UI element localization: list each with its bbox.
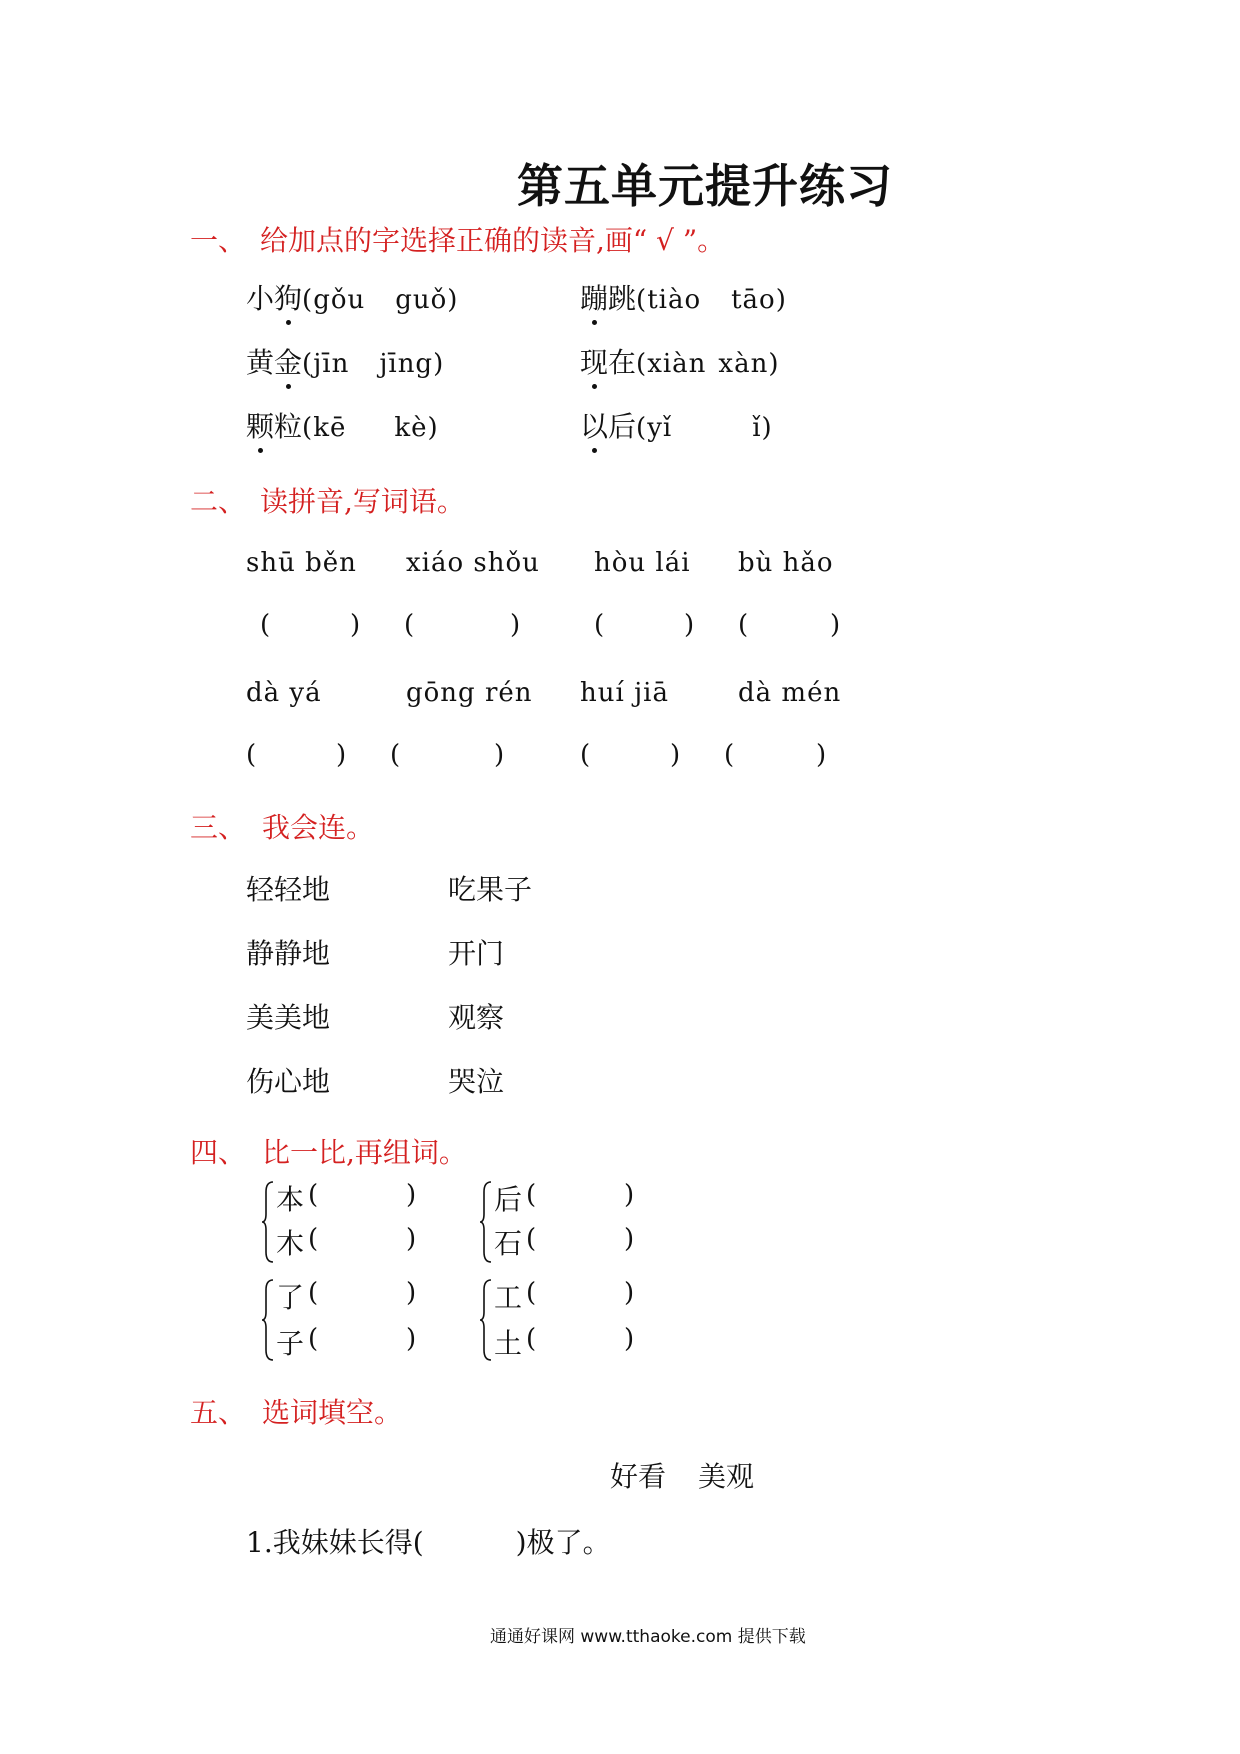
q5-word-option: 美观 <box>698 1460 755 1493</box>
q4-close: ) <box>624 1180 635 1210</box>
q1-option-2[interactable]: xàn <box>718 349 769 379</box>
q2-pinyin: huí jiā <box>580 678 669 708</box>
q1-option-2[interactable]: ǐ <box>752 413 762 443</box>
q4-close: ) <box>406 1180 417 1210</box>
q1-word-post: 后 <box>608 410 637 443</box>
q1-word-post: 跳 <box>608 282 637 315</box>
q2-answer-open: ( <box>246 740 257 770</box>
q1-option-2[interactable]: guǒ <box>395 285 448 315</box>
q2-answer-close: ) <box>494 740 505 770</box>
q1-item: 小狗(gǒu guǒ) <box>246 277 458 317</box>
q2-pinyin: dà mén <box>738 678 842 708</box>
section-3-heading: 我会连。 <box>262 811 375 844</box>
section-4-number: 四、 <box>190 1136 247 1169</box>
q2-answer-open: ( <box>390 740 401 770</box>
page-title: 第五单元提升练习 <box>517 159 893 213</box>
q2-answer-close: ) <box>350 610 361 640</box>
q3-left-item[interactable]: 静静地 <box>246 937 331 970</box>
q2-answer-open: ( <box>260 610 271 640</box>
q4-char: 本 <box>276 1183 305 1216</box>
q3-right-item[interactable]: 观察 <box>448 1001 505 1034</box>
q4-open: ( <box>526 1278 537 1308</box>
q4-close: ) <box>406 1224 417 1254</box>
q1-option-2[interactable]: jīng <box>379 349 434 379</box>
q2-answer-close: ) <box>670 740 681 770</box>
q4-char: 石 <box>494 1227 523 1260</box>
q2-pinyin: xiáo shǒu <box>406 548 540 578</box>
q1-option-1[interactable]: tiào <box>647 285 702 315</box>
q2-answer-open: ( <box>738 610 749 640</box>
q2-pinyin: shū běn <box>246 548 357 578</box>
q4-open: ( <box>526 1324 537 1354</box>
section-1-number: 一、 <box>190 224 247 257</box>
brace-icon <box>480 1278 492 1362</box>
q4-open: ( <box>526 1180 537 1210</box>
q5-sentence-number: 1. <box>246 1526 273 1559</box>
section-5-number: 五、 <box>190 1396 247 1429</box>
q4-open: ( <box>526 1224 537 1254</box>
q1-word-pre: 小 <box>246 282 275 315</box>
section-4-heading: 比一比,再组词。 <box>262 1136 467 1169</box>
q3-right-item[interactable]: 吃果子 <box>448 873 533 906</box>
q3-right-item[interactable]: 开门 <box>448 937 505 970</box>
q4-char: 工 <box>494 1281 523 1314</box>
q1-item: 颗粒(kē kè) <box>246 405 439 445</box>
section-5-heading: 选词填空。 <box>262 1396 403 1429</box>
q2-answer-close: ) <box>684 610 695 640</box>
q2-answer-open: ( <box>724 740 735 770</box>
q1-item: 黄金(jīn jīng) <box>246 341 444 381</box>
footer-text: 通通好课网 www.tthaoke.com 提供下载 <box>490 1627 806 1647</box>
q4-open: ( <box>308 1324 319 1354</box>
q2-answer-close: ) <box>830 610 841 640</box>
q2-pinyin: gōng rén <box>406 678 533 708</box>
q2-answer-open: ( <box>580 740 591 770</box>
q1-dotted-char: 现 <box>580 341 608 381</box>
q4-char: 了 <box>276 1281 305 1314</box>
q1-option-2[interactable]: kè <box>394 413 428 443</box>
q4-close: ) <box>406 1278 417 1308</box>
q1-dotted-char: 狗 <box>274 277 302 317</box>
q1-word-pre: 黄 <box>246 346 275 379</box>
q1-option-1[interactable]: jīn <box>313 349 350 379</box>
q4-close: ) <box>624 1324 635 1354</box>
section-2-heading: 读拼音,写词语。 <box>260 485 465 518</box>
q1-dotted-char: 以 <box>580 405 608 445</box>
q1-option-1[interactable]: gǒu <box>313 285 366 315</box>
q3-left-item[interactable]: 伤心地 <box>246 1065 331 1098</box>
q4-char: 子 <box>276 1327 305 1360</box>
q2-answer-close: ) <box>510 610 521 640</box>
q1-dotted-char: 蹦 <box>580 277 608 317</box>
q4-close: ) <box>406 1324 417 1354</box>
q5-word-option: 好看 <box>610 1460 667 1493</box>
q5-sentence-post: )极了。 <box>515 1526 611 1559</box>
q2-pinyin: hòu lái <box>594 548 691 578</box>
q2-answer-close: ) <box>336 740 347 770</box>
q1-option-1[interactable]: xiàn <box>647 349 707 379</box>
q1-option-2[interactable]: tāo <box>731 285 776 315</box>
q4-open: ( <box>308 1224 319 1254</box>
q1-word-post: 在 <box>608 346 637 379</box>
q1-dotted-char: 颗 <box>246 405 274 445</box>
brace-icon <box>262 1278 274 1362</box>
q3-right-item[interactable]: 哭泣 <box>448 1065 505 1098</box>
brace-icon <box>262 1180 274 1264</box>
q4-char: 木 <box>276 1227 305 1260</box>
q4-char: 土 <box>494 1327 523 1360</box>
q4-char: 后 <box>494 1183 523 1216</box>
q1-option-1[interactable]: kē <box>313 413 347 443</box>
q4-close: ) <box>624 1224 635 1254</box>
q2-answer-open: ( <box>404 610 415 640</box>
q2-pinyin: dà yá <box>246 678 322 708</box>
q5-sentence-1 <box>246 1521 611 1561</box>
q1-option-1[interactable]: yǐ <box>647 413 673 443</box>
section-2-number: 二、 <box>190 485 247 518</box>
q4-open: ( <box>308 1278 319 1308</box>
q1-item: 蹦跳(tiào tāo) <box>580 277 787 317</box>
q1-item: 现在(xiàn xàn) <box>580 341 780 381</box>
q3-left-item[interactable]: 美美地 <box>246 1001 331 1034</box>
q1-item: 以后(yǐ ǐ) <box>580 405 773 445</box>
section-3-number: 三、 <box>190 811 247 844</box>
q2-answer-close: ) <box>816 740 827 770</box>
brace-icon <box>480 1180 492 1264</box>
q3-left-item[interactable]: 轻轻地 <box>246 873 331 906</box>
section-1-heading: 给加点的字选择正确的读音,画“ √ ”。 <box>260 224 726 257</box>
q4-close: ) <box>624 1278 635 1308</box>
q1-word-post: 粒 <box>274 410 303 443</box>
q2-answer-open: ( <box>594 610 605 640</box>
q5-sentence-pre: 我妹妹长得( <box>272 1526 424 1559</box>
q1-dotted-char: 金 <box>274 341 302 381</box>
q2-pinyin: bù hǎo <box>738 548 834 578</box>
q4-open: ( <box>308 1180 319 1210</box>
